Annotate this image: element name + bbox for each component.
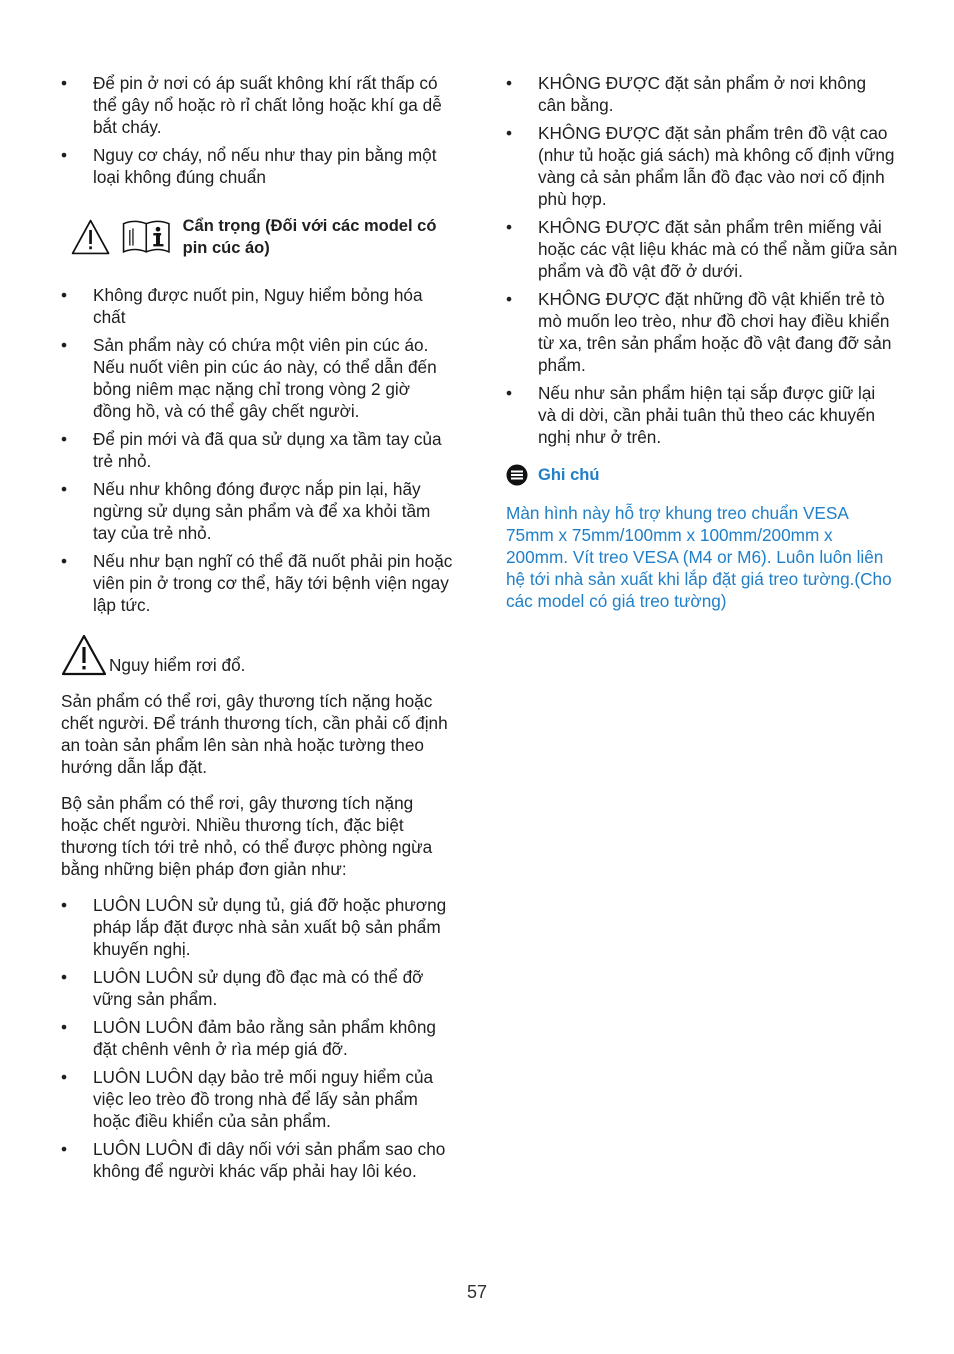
list-item: • Nguy cơ cháy, nổ nếu như thay pin bằng một loại không đúng chuẩn: [61, 144, 453, 188]
list-item: • Nếu như sản phẩm hiện tại sắp được giữ lại và di dời, cần phải tuân thủ theo các khuyến nghị như ở trên.: [506, 382, 898, 448]
page-number: 57: [466, 1282, 488, 1302]
list-item: • Sản phẩm này có chứa một viên pin cúc áo. Nếu nuốt viên pin cúc áo này, có thể dẫn đến bỏng niêm mạc nặng chỉ trong vòng 2 giờ đồng hồ, và có thể gây chết người.: [61, 334, 453, 422]
paragraph: Sản phẩm có thể rơi, gây thương tích nặng hoặc chết người. Để tránh thương tích, cần phải cố định an toàn sản phẩm lên sàn nhà hoặc tường theo hướng dẫn lắp đặt.: [61, 691, 448, 777]
list-item: • LUÔN LUÔN sử dụng tủ, giá đỡ hoặc phương pháp lắp đặt được nhà sản xuất bộ sản phẩm khuyến nghị.: [61, 894, 453, 960]
note-icon: [506, 464, 528, 486]
list-item: • Để pin mới và đã qua sử dụng xa tầm tay của trẻ nhỏ.: [61, 428, 453, 472]
never-list: [506, 72, 898, 448]
list-item: • LUÔN LUÔN dạy bảo trẻ mối nguy hiểm của việc leo trèo đồ trong nhà để lấy sản phẩm hoặc điều khiển của sản phẩm.: [61, 1066, 453, 1132]
list-item: • KHÔNG ĐƯỢC đặt sản phẩm trên đồ vật cao (như tủ hoặc giá sách) mà không cố định vững vàng cả sản phẩm lẫn đồ đạc vào nơi cố định phù hợp.: [506, 122, 898, 210]
note-title: Ghi chú: [538, 466, 600, 484]
list-item: • LUÔN LUÔN đảm bảo rằng sản phẩm không đặt chênh vênh ở rìa mép giá đỡ.: [61, 1016, 453, 1060]
tip-over-label: Nguy hiểm rơi đổ.: [109, 655, 246, 675]
caution-title: Cẩn trọng (Đối với các model có pin cúc áo): [182, 217, 437, 257]
list-item: • Nếu như không đóng được nắp pin lại, hãy ngừng sử dụng sản phẩm và để xa khỏi tầm tay của trẻ nhỏ.: [61, 478, 453, 544]
paragraph: Bộ sản phẩm có thể rơi, gây thương tích nặng hoặc chết người. Nhiều thương tích, đặc biệt thương tích tới trẻ nhỏ, có thể được phòng ngừa bằng những biện pháp đơn giản như:: [61, 793, 433, 879]
list-item: • KHÔNG ĐƯỢC đặt sản phẩm ở nơi không cân bằng.: [506, 72, 898, 116]
always-list: [61, 894, 453, 1182]
warning-triangle-icon: [71, 214, 110, 260]
list-item: • KHÔNG ĐƯỢC đặt sản phẩm trên miếng vải hoặc các vật liệu khác mà có thể nằm giữa sản phẩm và đồ vật đỡ ở dưới.: [506, 216, 898, 282]
info-manual-icon: [122, 214, 171, 260]
note-heading: [506, 464, 898, 486]
note-text: Màn hình này hỗ trợ khung treo chuẩn VESA 75mm x 75mm/100mm x 100mm/200mm x 200mm. Vít treo VESA (M4 or M6). Luôn luôn liên hệ tới nhà sản xuất khi lắp đặt giá treo tường.(Cho các model có giá treo tường): [506, 503, 892, 611]
button-battery-list: [61, 284, 453, 616]
list-item: • LUÔN LUÔN sử dụng đồ đạc mà có thể đỡ vững sản phẩm.: [61, 966, 453, 1010]
list-item: • LUÔN LUÔN đi dây nối với sản phẩm sao cho không để người khác vấp phải hay lôi kéo.: [61, 1138, 453, 1182]
list-item: • Để pin ở nơi có áp suất không khí rất thấp có thể gây nổ hoặc rò rỉ chất lỏng hoặc khí ga dễ bắt cháy.: [61, 72, 453, 138]
battery-warning-list: [61, 72, 453, 188]
warning-triangle-icon: [61, 634, 107, 676]
right-column: [506, 72, 898, 612]
list-item: • Nếu như bạn nghĩ có thể đã nuốt phải pin hoặc viên pin ở trong cơ thể, hãy tới bệnh viện ngay lập tức.: [61, 550, 453, 616]
caution-heading: [71, 214, 453, 260]
list-item: • Không được nuốt pin, Nguy hiểm bỏng hóa chất: [61, 284, 453, 328]
list-item: • KHÔNG ĐƯỢC đặt những đồ vật khiến trẻ tò mò muốn leo trèo, như đồ chơi hay điều khiển từ xa, trên sản phẩm hoặc đồ vật đang đỡ sản phẩm.: [506, 288, 898, 376]
tip-over-heading: [61, 634, 453, 676]
left-column: [61, 72, 453, 1188]
